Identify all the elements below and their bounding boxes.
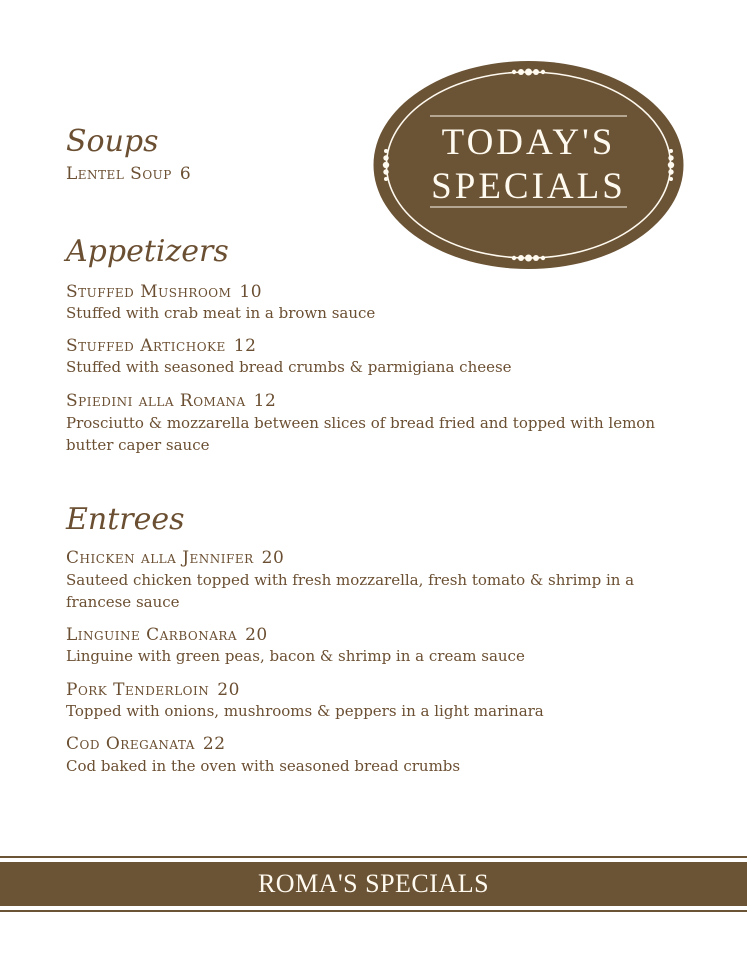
menu-item-description: Prosciutto & mozzarella between slices of bread fried and topped with lemon butter caper sauce	[66, 414, 655, 454]
menu-item-description: Topped with onions, mushrooms & peppers in a light marinara	[66, 702, 544, 720]
item-price: 6	[179, 164, 192, 184]
item-name-text: Spiedini alla Romana	[66, 391, 246, 411]
badge-line1: TODAY'S	[441, 122, 616, 163]
menu-item-name	[66, 164, 191, 184]
footer-banner	[0, 862, 747, 906]
menu-item-name	[66, 625, 268, 645]
badge-line2: SPECIALS	[431, 166, 626, 207]
todays-specials-badge	[372, 59, 685, 271]
menu-item-name	[66, 734, 226, 754]
section-title-entrees: Entrees	[66, 502, 185, 537]
item-name-text: Chicken alla Jennifer	[66, 548, 254, 568]
footer-divider-top	[0, 856, 747, 858]
item-name-text: Cod Oreganata	[66, 734, 195, 754]
item-price: 12	[233, 336, 257, 356]
section-title-soups: Soups	[66, 124, 159, 159]
menu-item-name	[66, 391, 276, 411]
section-title-appetizers: Appetizers	[66, 234, 229, 269]
menu-item-description: Linguine with green peas, bacon & shrimp in a cream sauce	[66, 647, 525, 665]
footer-title: ROMA'S SPECIALS	[257, 869, 490, 898]
item-price: 20	[217, 680, 240, 700]
menu-item-name	[66, 336, 256, 356]
menu-item-name	[66, 680, 240, 700]
item-name-text: Pork Tenderloin	[66, 680, 210, 700]
item-price: 10	[239, 282, 263, 302]
menu-item-name	[66, 548, 284, 568]
menu-item-description: Stuffed with crab meat in a brown sauce	[66, 304, 376, 322]
menu-item-name	[66, 282, 262, 302]
item-name-text: Stuffed Artichoke	[66, 336, 226, 356]
item-name-text: Lentel Soup	[66, 164, 172, 184]
item-name-text: Linguine Carbonara	[66, 625, 238, 645]
menu-item-description: Stuffed with seasoned bread crumbs & parmigiana cheese	[66, 358, 512, 376]
footer-divider-bottom	[0, 910, 747, 912]
item-price: 12	[253, 391, 277, 411]
item-price: 22	[202, 734, 226, 754]
menu-item-description: Cod baked in the oven with seasoned bread crumbs	[66, 757, 461, 775]
item-price: 20	[245, 625, 268, 645]
menu-item-description: Sauteed chicken topped with fresh mozzarella, fresh tomato & shrimp in a francese sauce	[66, 571, 635, 611]
item-price: 20	[261, 548, 285, 568]
item-name-text: Stuffed Mushroom	[66, 282, 232, 302]
